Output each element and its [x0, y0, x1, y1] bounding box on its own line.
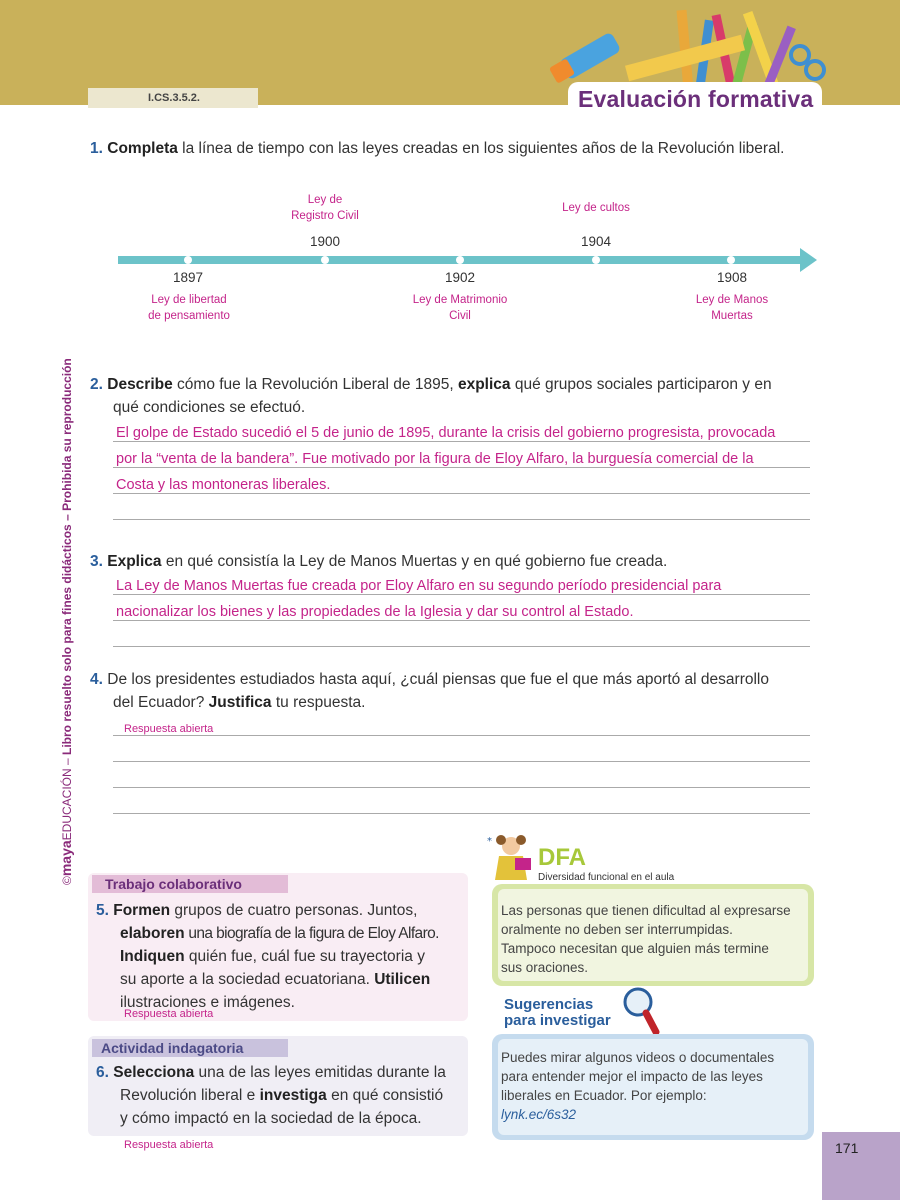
question-4: 4. De los presidentes estudiados hasta aquí, ¿cuál piensas que fue el que más aportó al desarrollo del Ecuador? Justifica tu respuesta. — [90, 671, 769, 711]
answer-line — [113, 761, 810, 762]
timeline-dot-1904 — [592, 256, 600, 264]
answer-line — [113, 493, 810, 494]
timeline-year-1902: 1902 — [444, 270, 476, 285]
timeline-dot-1900 — [321, 256, 329, 264]
suggestions-text: Puedes mirar algunos videos o documentales para entender mejor el impacto de las leyes liberales en Ecuador. Por ejemplo: lynk.ec/6s32 — [501, 1048, 801, 1124]
collab-tag: Trabajo colaborativo — [92, 875, 288, 893]
question-2: 2. Describe cómo fue la Revolución Liberal de 1895, explica qué grupos sociales participaron y en qué condiciones se efectuó. — [90, 376, 772, 416]
scissors-icon — [791, 46, 824, 79]
timeline-law-1900: Ley de Registro Civil — [291, 194, 359, 222]
answer-line — [113, 735, 810, 736]
collab-answer: Respuesta abierta — [124, 1008, 214, 1020]
answer-2: El golpe de Estado sucedió el 5 de junio de 1895, durante la crisis del gobierno progresista, provocada por la “venta de la bandera”. Fue motivado por la figura de Eloy Alfaro, la burguesía comercial de la Costa y las montoneras liberales. — [116, 425, 776, 493]
suggestions-title: Sugerencias para investigar — [504, 996, 611, 1029]
timeline-year-1897: 1897 — [172, 270, 204, 285]
question-3: 3. Explica en qué consistía la Ley de Manos Muertas y en qué gobierno fue creada. — [90, 553, 668, 570]
answer-line — [113, 787, 810, 788]
page-title: Evaluación formativa — [578, 86, 814, 112]
timeline-year-1904: 1904 — [580, 234, 612, 249]
timeline-law-1904: Ley de cultos — [562, 202, 630, 214]
question-1: 1. Completa la línea de tiempo con las leyes creadas en los siguientes años de la Revolución liberal. — [90, 140, 785, 157]
girl-reading-icon — [485, 832, 535, 888]
magnifier-icon — [620, 986, 660, 1038]
answer-line — [113, 519, 810, 520]
collab-instructions: 5. Formen grupos de cuatro personas. Juntos, elaboren una biografía de la figura de Eloy Alfaro. Indiquen quién fue, cuál fue su trayectoria y su aporte a la sociedad ecuatoriana. Utilicen ilustraciones e imágenes. — [96, 902, 439, 1011]
research-tag: Actividad indagatoria — [92, 1039, 288, 1057]
answer-line — [113, 620, 810, 621]
answer-3: La Ley de Manos Muertas fue creada por Eloy Alfaro en su segundo período presidencial para nacionalizar los bienes y las propiedades de la Iglesia y dar su control al Estado. — [116, 578, 722, 620]
answer-line — [113, 594, 810, 595]
timeline-dot-1897 — [184, 256, 192, 264]
dfa-text: Las personas que tienen dificultad al expresarse oralmente no deben ser interrumpidas. Tampoco necesitan que alguien más termine sus oraciones. — [501, 903, 791, 975]
timeline-law-1897: Ley de libertad de pensamiento — [148, 294, 230, 322]
page-number: 171 — [835, 1140, 859, 1156]
answer-line — [113, 467, 810, 468]
timeline-law-1902: Ley de Matrimonio Civil — [412, 294, 508, 322]
answer-line — [113, 813, 810, 814]
svg-text:*: * — [487, 836, 492, 847]
curriculum-code: I.CS.3.5.2. — [88, 88, 258, 108]
copyright-side-text: ©mayaEDUCACIÓN – Libro resuelto solo para fines didácticos – Prohibida su reproducción — [58, 358, 74, 885]
answer-line — [113, 646, 810, 647]
page-number-box — [822, 1132, 900, 1200]
timeline-arrowhead — [800, 248, 817, 272]
answer-line — [113, 441, 810, 442]
dfa-subtitle: Diversidad funcional en el aula — [538, 872, 675, 883]
research-instructions: 6. Selecciona una de las leyes emitidas durante la Revolución liberal e investiga en qué consistió y cómo impactó en la sociedad de la época. — [96, 1064, 446, 1127]
dfa-label: DFA — [538, 844, 586, 871]
timeline-law-1908: Ley de Manos Muertas — [695, 294, 769, 322]
research-answer: Respuesta abierta — [124, 1139, 214, 1151]
timeline-dot-1908 — [727, 256, 735, 264]
timeline-year-1900: 1900 — [309, 234, 341, 249]
timeline-dot-1902 — [456, 256, 464, 264]
marker-icon — [549, 31, 622, 83]
timeline-year-1908: 1908 — [716, 270, 748, 285]
answer-4: Respuesta abierta — [124, 723, 214, 735]
suggestion-link[interactable]: lynk.ec/6s32 — [501, 1107, 577, 1122]
